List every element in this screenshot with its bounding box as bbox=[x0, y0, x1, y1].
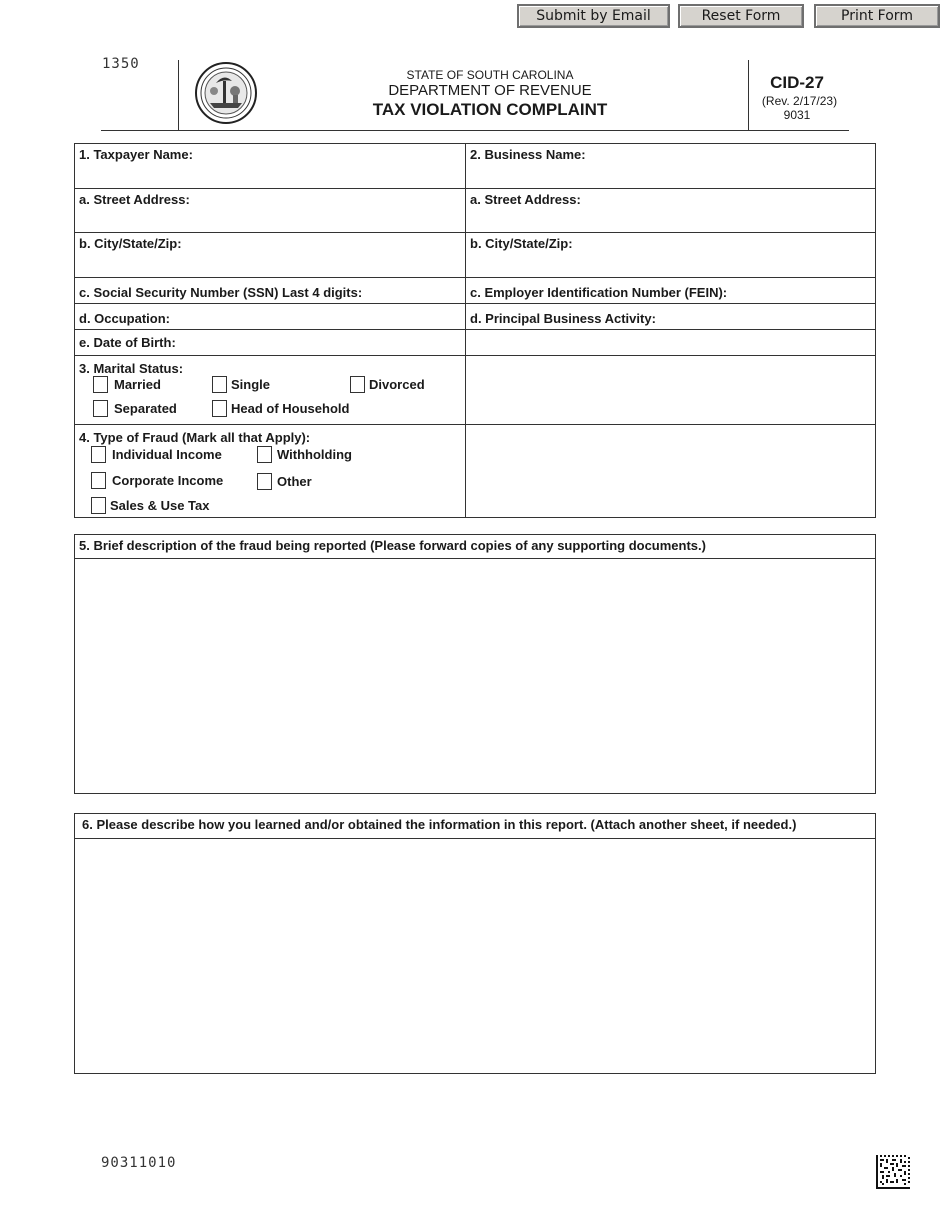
state-seal-icon bbox=[194, 61, 258, 125]
divorced-option-label: Divorced bbox=[369, 377, 425, 392]
business-city-field[interactable] bbox=[466, 233, 875, 277]
withholding-option-label: Withholding bbox=[277, 447, 352, 462]
state-name: STATE OF SOUTH CAROLINA bbox=[406, 68, 574, 82]
taxpayer-city-field[interactable] bbox=[75, 233, 465, 277]
date-of-birth-field[interactable] bbox=[75, 332, 465, 355]
taxpayer-city-label: b. City/State/Zip: bbox=[79, 236, 182, 251]
barcode-number: 90311010 bbox=[101, 1155, 177, 1171]
business-name-field[interactable] bbox=[466, 144, 875, 188]
other-checkbox[interactable] bbox=[257, 473, 272, 490]
submit-by-email-button[interactable]: Submit by Email bbox=[517, 4, 670, 28]
row-divider bbox=[74, 329, 876, 330]
fraud-type-label: 4. Type of Fraud (Mark all that Apply): bbox=[79, 430, 311, 445]
head-of-household-checkbox[interactable] bbox=[212, 400, 227, 417]
business-name-label: 2. Business Name: bbox=[470, 147, 586, 162]
reset-form-button[interactable]: Reset Form bbox=[678, 4, 804, 28]
department-name: DEPARTMENT OF REVENUE bbox=[388, 82, 592, 99]
fraud-description-label: 5. Brief description of the fraud being reported (Please forward copies of any supporting documents.) bbox=[79, 538, 706, 553]
divorced-checkbox[interactable] bbox=[350, 376, 365, 393]
individual-income-checkbox[interactable] bbox=[91, 446, 106, 463]
print-form-button[interactable]: Print Form bbox=[814, 4, 940, 28]
corporate-income-checkbox[interactable] bbox=[91, 472, 106, 489]
taxpayer-name-field[interactable] bbox=[75, 144, 465, 188]
taxpayer-name-label: 1. Taxpayer Name: bbox=[79, 147, 193, 162]
datamatrix-barcode-icon bbox=[876, 1155, 910, 1189]
withholding-checkbox[interactable] bbox=[257, 446, 272, 463]
business-city-label: b. City/State/Zip: bbox=[470, 236, 573, 251]
fein-label: c. Employer Identification Number (FEIN): bbox=[470, 285, 728, 300]
row-divider bbox=[74, 424, 876, 425]
sales-use-tax-option-label: Sales & Use Tax bbox=[110, 498, 210, 513]
row-divider bbox=[74, 277, 876, 278]
form-id: CID-27 bbox=[770, 73, 824, 92]
individual-income-option-label: Individual Income bbox=[112, 447, 222, 462]
form-code-top: 1350 bbox=[102, 56, 140, 72]
header-divider-left bbox=[178, 60, 179, 130]
separated-option-label: Separated bbox=[114, 401, 177, 416]
fein-field[interactable] bbox=[466, 282, 875, 303]
marital-status-label: 3. Marital Status: bbox=[79, 361, 184, 376]
married-checkbox[interactable] bbox=[93, 376, 108, 393]
header-rule bbox=[101, 130, 849, 131]
taxpayer-street-label: a. Street Address: bbox=[79, 192, 190, 207]
business-street-field[interactable] bbox=[466, 189, 875, 232]
information-source-label: 6. Please describe how you learned and/or obtained the information in this report. (Attach another sheet, if needed.) bbox=[82, 817, 797, 832]
form-number: 9031 bbox=[783, 108, 811, 122]
row-divider bbox=[74, 355, 876, 356]
date-of-birth-label: e. Date of Birth: bbox=[79, 335, 176, 350]
page-title: TAX VIOLATION COMPLAINT bbox=[372, 100, 608, 119]
taxpayer-street-field[interactable] bbox=[75, 189, 465, 232]
sales-use-tax-checkbox[interactable] bbox=[91, 497, 106, 514]
fraud-description-textarea[interactable] bbox=[75, 559, 875, 793]
information-source-textarea[interactable] bbox=[75, 839, 875, 1073]
ssn-field[interactable] bbox=[75, 282, 465, 303]
other-option-label: Other bbox=[277, 474, 312, 489]
business-street-label: a. Street Address: bbox=[470, 192, 581, 207]
principal-activity-field[interactable] bbox=[466, 308, 875, 329]
ssn-label: c. Social Security Number (SSN) Last 4 digits: bbox=[79, 285, 363, 300]
header-divider-right bbox=[748, 60, 749, 130]
occupation-field[interactable] bbox=[75, 308, 465, 329]
row-divider bbox=[74, 303, 876, 304]
occupation-label: d. Occupation: bbox=[79, 311, 170, 326]
single-checkbox[interactable] bbox=[212, 376, 227, 393]
married-option-label: Married bbox=[114, 377, 161, 392]
form-revision: (Rev. 2/17/23) bbox=[761, 94, 838, 108]
separated-checkbox[interactable] bbox=[93, 400, 108, 417]
head-of-household-option-label: Head of Household bbox=[231, 401, 350, 416]
principal-activity-label: d. Principal Business Activity: bbox=[470, 311, 656, 326]
corporate-income-option-label: Corporate Income bbox=[112, 473, 224, 488]
single-option-label: Single bbox=[231, 377, 271, 392]
